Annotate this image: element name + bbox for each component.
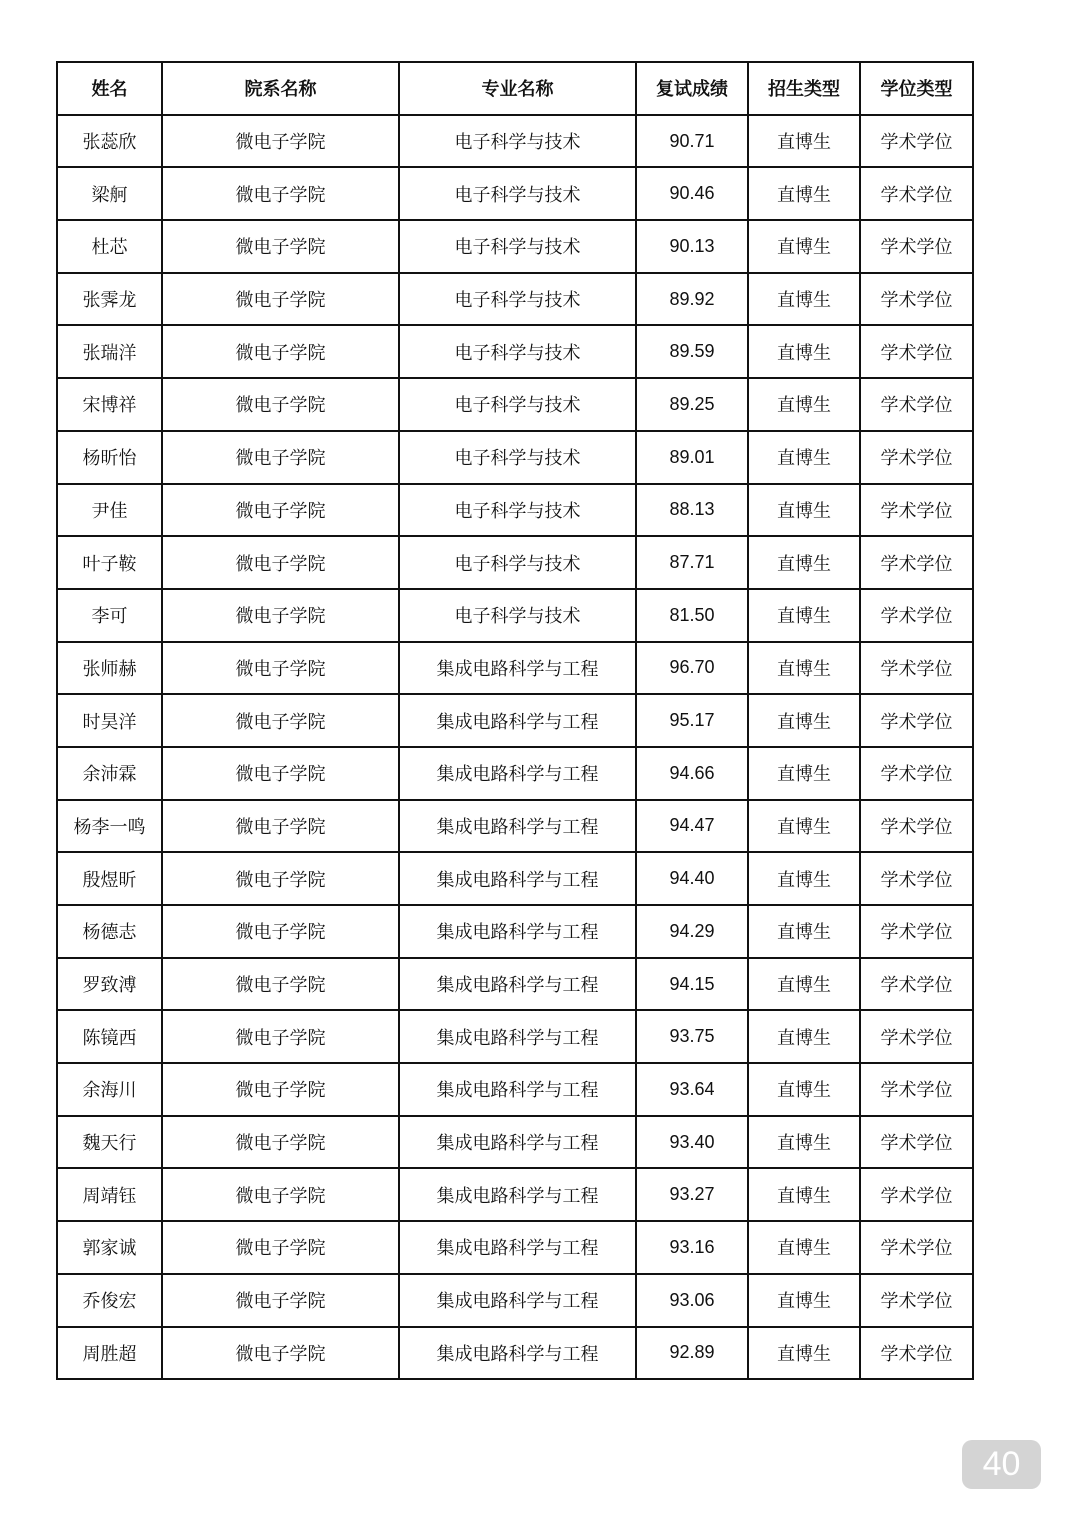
cell-score: 94.66 [636, 747, 748, 800]
table-row [57, 1116, 973, 1169]
cell-major: 电子科学与技术 [399, 431, 636, 484]
cell-department: 微电子学院 [162, 800, 399, 853]
cell-department: 微电子学院 [162, 1274, 399, 1327]
cell-department: 微电子学院 [162, 1168, 399, 1221]
cell-enroll-type: 直博生 [748, 484, 860, 537]
cell-department: 微电子学院 [162, 378, 399, 431]
page-number-badge: 40 [962, 1440, 1041, 1489]
cell-major: 电子科学与技术 [399, 536, 636, 589]
table-row [57, 220, 973, 273]
cell-name: 叶子鞍 [57, 536, 162, 589]
cell-score: 93.06 [636, 1274, 748, 1327]
cell-score: 87.71 [636, 536, 748, 589]
table-row [57, 167, 973, 220]
cell-name: 周靖钰 [57, 1168, 162, 1221]
cell-degree-type: 学术学位 [860, 589, 973, 642]
cell-department: 微电子学院 [162, 484, 399, 537]
cell-degree-type: 学术学位 [860, 220, 973, 273]
cell-enroll-type: 直博生 [748, 1274, 860, 1327]
cell-score: 90.71 [636, 115, 748, 168]
table-row [57, 1327, 973, 1380]
cell-enroll-type: 直博生 [748, 325, 860, 378]
table-row [57, 1010, 973, 1063]
cell-department: 微电子学院 [162, 1063, 399, 1116]
cell-score: 90.13 [636, 220, 748, 273]
cell-department: 微电子学院 [162, 694, 399, 747]
cell-enroll-type: 直博生 [748, 431, 860, 484]
cell-enroll-type: 直博生 [748, 642, 860, 695]
table-row [57, 431, 973, 484]
table-row [57, 484, 973, 537]
cell-enroll-type: 直博生 [748, 1327, 860, 1380]
cell-name: 魏天行 [57, 1116, 162, 1169]
cell-enroll-type: 直博生 [748, 1063, 860, 1116]
cell-major: 集成电路科学与工程 [399, 1116, 636, 1169]
cell-enroll-type: 直博生 [748, 167, 860, 220]
table-row [57, 642, 973, 695]
cell-name: 宋博祥 [57, 378, 162, 431]
cell-degree-type: 学术学位 [860, 431, 973, 484]
cell-major: 集成电路科学与工程 [399, 747, 636, 800]
cell-department: 微电子学院 [162, 1327, 399, 1380]
cell-degree-type: 学术学位 [860, 905, 973, 958]
cell-score: 88.13 [636, 484, 748, 537]
cell-score: 89.92 [636, 273, 748, 326]
cell-score: 89.25 [636, 378, 748, 431]
cell-name: 杨李一鸣 [57, 800, 162, 853]
cell-name: 乔俊宏 [57, 1274, 162, 1327]
cell-enroll-type: 直博生 [748, 115, 860, 168]
cell-name: 郭家诚 [57, 1221, 162, 1274]
cell-name: 张师赫 [57, 642, 162, 695]
cell-name: 杨德志 [57, 905, 162, 958]
cell-major: 电子科学与技术 [399, 378, 636, 431]
cell-enroll-type: 直博生 [748, 536, 860, 589]
cell-department: 微电子学院 [162, 1010, 399, 1063]
cell-enroll-type: 直博生 [748, 905, 860, 958]
cell-enroll-type: 直博生 [748, 378, 860, 431]
cell-department: 微电子学院 [162, 589, 399, 642]
cell-major: 集成电路科学与工程 [399, 1327, 636, 1380]
cell-name: 张瑞洋 [57, 325, 162, 378]
cell-degree-type: 学术学位 [860, 852, 973, 905]
header-major: 专业名称 [399, 62, 636, 115]
cell-name: 殷煜昕 [57, 852, 162, 905]
cell-major: 集成电路科学与工程 [399, 852, 636, 905]
cell-score: 94.47 [636, 800, 748, 853]
table-row [57, 1274, 973, 1327]
cell-score: 93.27 [636, 1168, 748, 1221]
cell-department: 微电子学院 [162, 220, 399, 273]
cell-enroll-type: 直博生 [748, 220, 860, 273]
cell-department: 微电子学院 [162, 852, 399, 905]
table-row [57, 694, 973, 747]
cell-department: 微电子学院 [162, 536, 399, 589]
cell-enroll-type: 直博生 [748, 1116, 860, 1169]
cell-score: 90.46 [636, 167, 748, 220]
cell-name: 尹佳 [57, 484, 162, 537]
table-row [57, 1221, 973, 1274]
cell-score: 94.15 [636, 958, 748, 1011]
cell-major: 集成电路科学与工程 [399, 694, 636, 747]
cell-degree-type: 学术学位 [860, 1010, 973, 1063]
cell-score: 89.59 [636, 325, 748, 378]
cell-degree-type: 学术学位 [860, 694, 973, 747]
cell-degree-type: 学术学位 [860, 800, 973, 853]
table-row [57, 115, 973, 168]
cell-enroll-type: 直博生 [748, 1010, 860, 1063]
cell-score: 89.01 [636, 431, 748, 484]
cell-department: 微电子学院 [162, 273, 399, 326]
table-row [57, 852, 973, 905]
cell-name: 张霁龙 [57, 273, 162, 326]
table-row [57, 536, 973, 589]
cell-department: 微电子学院 [162, 325, 399, 378]
cell-major: 集成电路科学与工程 [399, 1168, 636, 1221]
cell-degree-type: 学术学位 [860, 1116, 973, 1169]
cell-department: 微电子学院 [162, 642, 399, 695]
cell-department: 微电子学院 [162, 905, 399, 958]
cell-department: 微电子学院 [162, 167, 399, 220]
cell-name: 时昊洋 [57, 694, 162, 747]
cell-major: 集成电路科学与工程 [399, 1063, 636, 1116]
table-row [57, 800, 973, 853]
cell-degree-type: 学术学位 [860, 642, 973, 695]
cell-enroll-type: 直博生 [748, 852, 860, 905]
cell-major: 集成电路科学与工程 [399, 958, 636, 1011]
cell-major: 电子科学与技术 [399, 115, 636, 168]
cell-score: 96.70 [636, 642, 748, 695]
cell-major: 集成电路科学与工程 [399, 800, 636, 853]
cell-name: 李可 [57, 589, 162, 642]
table-header-row [57, 62, 973, 115]
cell-major: 电子科学与技术 [399, 484, 636, 537]
cell-degree-type: 学术学位 [860, 484, 973, 537]
table-row [57, 958, 973, 1011]
cell-enroll-type: 直博生 [748, 800, 860, 853]
cell-department: 微电子学院 [162, 1221, 399, 1274]
cell-name: 余海川 [57, 1063, 162, 1116]
cell-degree-type: 学术学位 [860, 115, 973, 168]
cell-enroll-type: 直博生 [748, 958, 860, 1011]
cell-major: 电子科学与技术 [399, 167, 636, 220]
table-row [57, 1168, 973, 1221]
cell-name: 张蕊欣 [57, 115, 162, 168]
cell-major: 集成电路科学与工程 [399, 642, 636, 695]
cell-enroll-type: 直博生 [748, 589, 860, 642]
cell-score: 93.64 [636, 1063, 748, 1116]
cell-name: 周胜超 [57, 1327, 162, 1380]
admission-table [56, 61, 974, 1380]
cell-enroll-type: 直博生 [748, 1168, 860, 1221]
cell-degree-type: 学术学位 [860, 273, 973, 326]
cell-score: 94.40 [636, 852, 748, 905]
cell-degree-type: 学术学位 [860, 958, 973, 1011]
cell-major: 电子科学与技术 [399, 325, 636, 378]
header-department: 院系名称 [162, 62, 399, 115]
cell-name: 陈镜西 [57, 1010, 162, 1063]
cell-degree-type: 学术学位 [860, 167, 973, 220]
table-row [57, 325, 973, 378]
cell-name: 梁舸 [57, 167, 162, 220]
cell-department: 微电子学院 [162, 431, 399, 484]
cell-degree-type: 学术学位 [860, 536, 973, 589]
cell-department: 微电子学院 [162, 1116, 399, 1169]
table-row [57, 905, 973, 958]
table-row [57, 378, 973, 431]
header-score: 复试成绩 [636, 62, 748, 115]
cell-name: 杨昕怡 [57, 431, 162, 484]
cell-major: 集成电路科学与工程 [399, 905, 636, 958]
cell-major: 电子科学与技术 [399, 273, 636, 326]
table-body [57, 115, 973, 1380]
cell-score: 92.89 [636, 1327, 748, 1380]
cell-score: 93.16 [636, 1221, 748, 1274]
cell-score: 81.50 [636, 589, 748, 642]
cell-major: 集成电路科学与工程 [399, 1221, 636, 1274]
header-degree-type: 学位类型 [860, 62, 973, 115]
cell-degree-type: 学术学位 [860, 1221, 973, 1274]
cell-score: 93.75 [636, 1010, 748, 1063]
cell-name: 罗致溥 [57, 958, 162, 1011]
cell-name: 余沛霖 [57, 747, 162, 800]
cell-degree-type: 学术学位 [860, 747, 973, 800]
cell-score: 93.40 [636, 1116, 748, 1169]
header-enroll-type: 招生类型 [748, 62, 860, 115]
cell-degree-type: 学术学位 [860, 325, 973, 378]
cell-enroll-type: 直博生 [748, 694, 860, 747]
table-row [57, 1063, 973, 1116]
cell-major: 电子科学与技术 [399, 589, 636, 642]
cell-major: 集成电路科学与工程 [399, 1010, 636, 1063]
cell-major: 集成电路科学与工程 [399, 1274, 636, 1327]
cell-score: 94.29 [636, 905, 748, 958]
cell-degree-type: 学术学位 [860, 1327, 973, 1380]
cell-enroll-type: 直博生 [748, 273, 860, 326]
cell-department: 微电子学院 [162, 958, 399, 1011]
cell-degree-type: 学术学位 [860, 1168, 973, 1221]
cell-degree-type: 学术学位 [860, 1274, 973, 1327]
cell-department: 微电子学院 [162, 747, 399, 800]
header-name: 姓名 [57, 62, 162, 115]
table-row [57, 273, 973, 326]
cell-degree-type: 学术学位 [860, 1063, 973, 1116]
cell-name: 杜芯 [57, 220, 162, 273]
cell-enroll-type: 直博生 [748, 1221, 860, 1274]
table-row [57, 589, 973, 642]
cell-enroll-type: 直博生 [748, 747, 860, 800]
cell-major: 电子科学与技术 [399, 220, 636, 273]
table-row [57, 747, 973, 800]
cell-department: 微电子学院 [162, 115, 399, 168]
cell-degree-type: 学术学位 [860, 378, 973, 431]
cell-score: 95.17 [636, 694, 748, 747]
